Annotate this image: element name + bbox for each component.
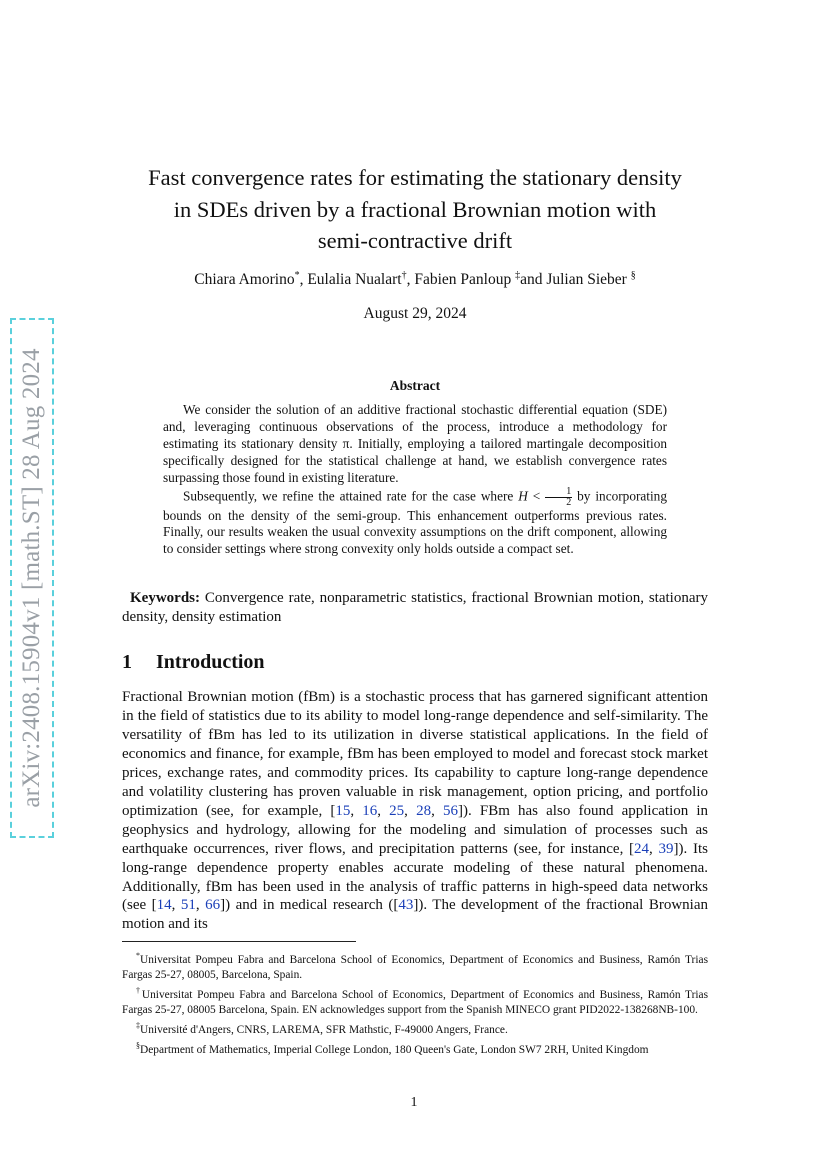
footnote-mark-4[interactable]: § xyxy=(630,270,636,281)
section-title: Introduction xyxy=(156,651,265,673)
arxiv-identifier-stamp[interactable] xyxy=(10,318,54,838)
citation-link[interactable]: 56 xyxy=(442,802,458,819)
footnote-1-text: Universitat Pompeu Fabra and Barcelona School of Economics, Department of Economics and Business, Ramón Trias Fargas 25-27, 08005, Barcelona, Spain. xyxy=(122,953,708,981)
abstract-p2-start: Subsequently, we refine the attained rate for the case where xyxy=(183,488,519,504)
author-nualart: Eulalia Nualart xyxy=(307,271,402,289)
abstract-heading: Abstract xyxy=(389,378,441,393)
author-sieber: and Julian Sieber xyxy=(520,271,631,289)
keywords-label: Keywords: xyxy=(130,590,200,606)
footnote-4-mark: § xyxy=(136,1040,140,1050)
fraction-denominator: 2 xyxy=(566,496,572,508)
citation-link[interactable]: 16 xyxy=(362,802,378,819)
page-number: 1 xyxy=(410,1095,418,1110)
abstract-paragraph-1: We consider the solution of an additive fractional stochastic differential equation (SDE) and, leveraging continuous observations of the process, introduce a methodology for estimating its stationary density π. Initially, employing a tailored martingale decomposition specifically designed for the statistical challenge at hand, we establish convergence rates surpassing those found in existing literature. xyxy=(163,402,667,485)
citation-link[interactable]: 25 xyxy=(389,802,405,819)
footnote-4 xyxy=(122,1038,708,1058)
title-line-1: Fast convergence rates for estimating the stationary density xyxy=(148,165,682,190)
abstract-body xyxy=(163,402,667,558)
footnote-mark-1[interactable]: * xyxy=(294,270,300,281)
intro-text-5: ]). The development of the fractional Brownian motion and its xyxy=(122,897,708,933)
footnote-3 xyxy=(122,1018,708,1038)
citation-separator: , xyxy=(171,897,181,914)
citation-link[interactable]: 14 xyxy=(156,897,172,914)
intro-text-2: ]). FBm has also found application in geophysics and hydrology, allowing for the modeling and simulation of processes such as earthquake occurrences, river flows, and precipitation patterns (see, for instance, [ xyxy=(122,802,709,857)
intro-text-3: ]). Its long-range dependence property enables accurate modeling of these natural phenomena. Additionally, fBm has been used in the analysis of traffic patterns in high-speed data networks (see [ xyxy=(122,840,708,914)
math-fraction-half xyxy=(545,487,572,508)
math-operator: < xyxy=(527,488,546,504)
footnote-1-mark: * xyxy=(136,951,140,960)
paper-title xyxy=(110,162,720,257)
title-line-3: semi-contractive drift xyxy=(317,228,513,253)
author-panloup: Fabien Panloup xyxy=(414,271,516,289)
citation-link[interactable]: 28 xyxy=(416,802,432,819)
fraction-numerator: 1 xyxy=(545,487,572,498)
footnote-divider xyxy=(122,941,356,942)
publication-date: August 29, 2024 xyxy=(363,305,467,322)
section-number: 1 xyxy=(122,651,132,673)
footnote-4-text: Department of Mathematics, Imperial College London, 180 Queen's Gate, London SW7 2RH, United Kingdom xyxy=(140,1043,649,1056)
citation-link[interactable]: 51 xyxy=(180,897,196,914)
citation-link[interactable]: 39 xyxy=(658,840,674,857)
footnote-mark-3[interactable]: ‡ xyxy=(515,270,521,281)
citation-separator: , xyxy=(649,840,659,857)
author-amorino: Chiara Amorino xyxy=(194,271,295,289)
footnote-3-mark: ‡ xyxy=(136,1020,140,1030)
title-line-2: in SDEs driven by a fractional Brownian motion with xyxy=(173,196,657,222)
math-variable-h: H xyxy=(518,488,528,504)
footnote-2 xyxy=(122,983,708,1018)
abstract-paragraph-2 xyxy=(163,487,667,559)
citation-separator: , xyxy=(377,802,390,819)
citation-link[interactable]: 15 xyxy=(335,802,351,819)
introduction-paragraph xyxy=(122,688,708,934)
citation-link[interactable]: 24 xyxy=(634,840,650,857)
footnote-mark-2[interactable]: † xyxy=(401,270,407,281)
author-list: Chiara Amorino*, Eulalia Nualart†, Fabien Panloup ‡and Julian Sieber § xyxy=(194,270,636,289)
intro-text-4: ]) and in medical research ([ xyxy=(220,897,399,914)
footnote-3-text: Université d'Angers, CNRS, LAREMA, SFR Mathstic, F-49000 Angers, France. xyxy=(140,1023,508,1036)
intro-text-1: Fractional Brownian motion (fBm) is a stochastic process that has garnered significant attention in the field of statistics due to its ability to model long-range dependence and self-similarity. The versatility of fBm has led to its utilization in diverse statistical applications. In the field of economics and finance, for example, fBm has been employed to model and forecast stock market prices, exchange rates, and commodity prices. Its capability to capture long-range dependence and volatility clustering has proven valuable in risk management, option pricing, and portfolio optimization (see, for example, [ xyxy=(122,689,708,819)
footnote-1 xyxy=(122,948,708,983)
footnote-2-text: Universitat Pompeu Fabra and Barcelona School of Economics, Department of Economics and Business, Ramón Trias Fargas 25-27, 08005 Barcelona, Spain. EN acknowledges support from the Spanish MINECO grant PID2022-138268NB-100. xyxy=(122,988,709,1016)
citation-separator: , xyxy=(404,802,417,819)
keywords xyxy=(122,589,708,627)
citation-separator: , xyxy=(431,802,443,819)
arxiv-identifier-text[interactable]: arXiv:2408.15904v1 [math.ST] 28 Aug 2024 xyxy=(18,348,45,808)
keywords-text: Convergence rate, nonparametric statistics, fractional Brownian motion, stationary density, density estimation xyxy=(122,590,708,625)
footnote-2-mark: † xyxy=(136,985,142,995)
section-heading-introduction xyxy=(122,651,265,674)
abstract-p2-end: by incorporating bounds on the density of the semi-group. This enhancement outperforms previous rates. Finally, our results weaken the usual convexity assumptions on the drift component, allowing to consider settings where strong convexity only holds outside a compact set. xyxy=(163,488,667,557)
citation-separator: , xyxy=(350,802,363,819)
citation-link[interactable]: 66 xyxy=(205,897,221,914)
citation-link[interactable]: 43 xyxy=(398,897,414,914)
citation-separator: , xyxy=(195,897,206,914)
footnotes xyxy=(122,948,708,1058)
